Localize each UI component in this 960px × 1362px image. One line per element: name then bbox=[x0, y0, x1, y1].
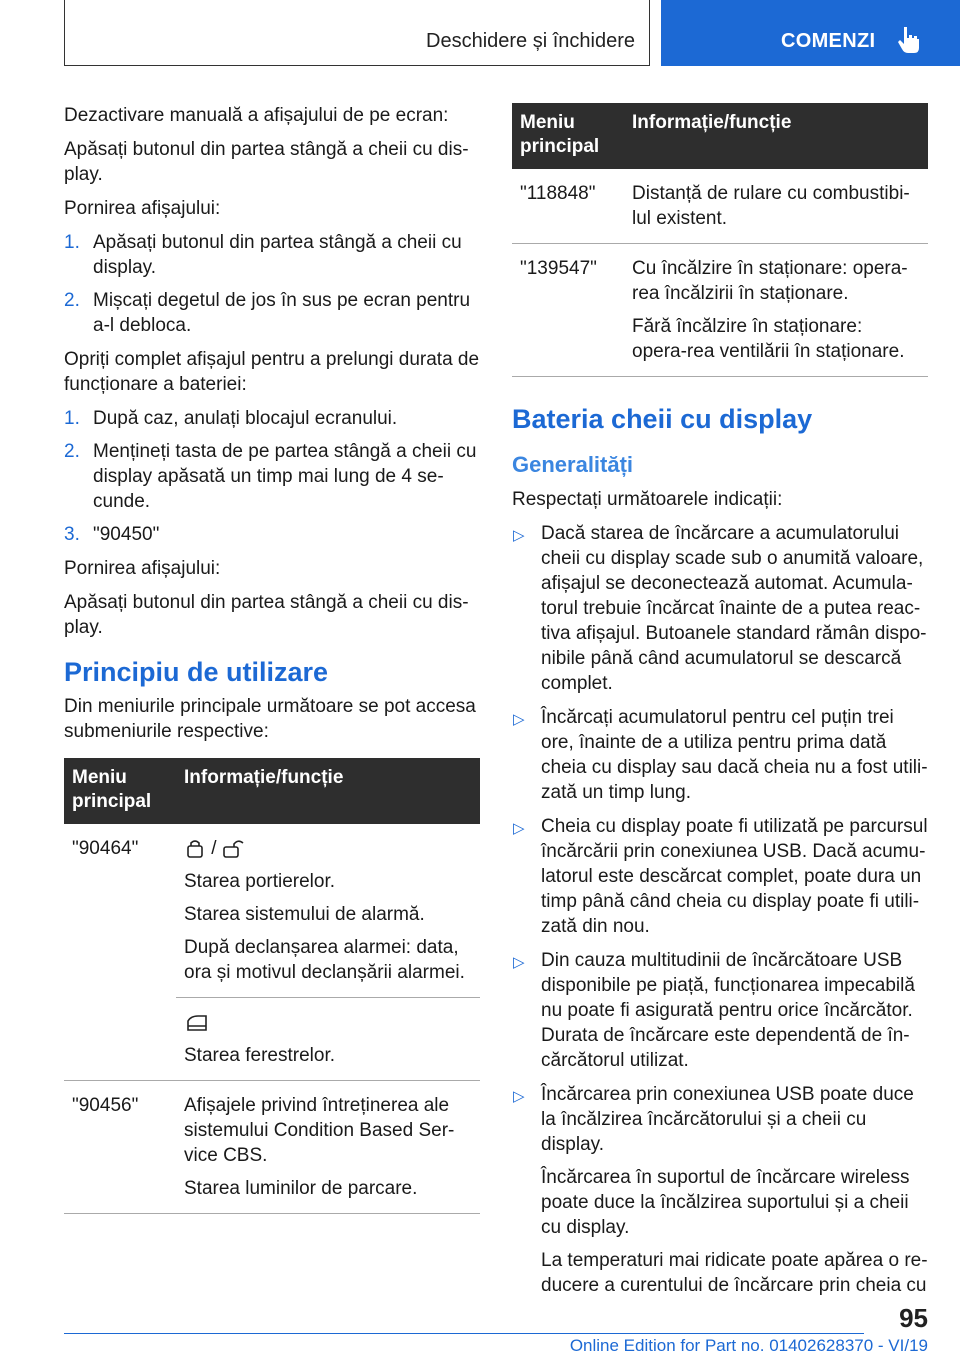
info-text: Afișajele privind întreținerea ale sistemului Condition Based Ser‐vice CBS. bbox=[184, 1095, 455, 1166]
table-row bbox=[512, 244, 928, 377]
bullet-list bbox=[512, 521, 928, 1298]
list-item-text: După caz, anulați blocajul ecranului. bbox=[93, 408, 398, 429]
table-row bbox=[512, 169, 928, 244]
icon-separator: / bbox=[211, 838, 217, 859]
table-cell-info bbox=[624, 169, 928, 244]
header-tab-comenzi[interactable] bbox=[661, 0, 960, 66]
table-header-menu: Meniu principal bbox=[64, 758, 176, 824]
table-cell-info bbox=[176, 1081, 480, 1214]
triangle-bullet-icon: ▷ bbox=[513, 1088, 525, 1105]
list-item bbox=[512, 948, 928, 1073]
page-number: 95 bbox=[899, 1303, 928, 1333]
list-item-text: Dacă starea de încărcare a acumulatorului cheii cu display scade sub o anumită valoare, afișajul se deconectează automat. Acumula‐torul trebuie încărcat înainte de a putea reac‐tiva afișajul. Butoanele standard rămân dispo‐nibile până când acumulatorul se descarcă complet. bbox=[541, 523, 927, 694]
list-item bbox=[64, 406, 480, 431]
list-item bbox=[512, 521, 928, 696]
list-item bbox=[512, 705, 928, 805]
info-text: După declanșarea alarmei: data, ora și motivul declanșării alarmei. bbox=[184, 937, 465, 983]
section-heading: Principiu de utilizare bbox=[64, 657, 329, 687]
subsection-heading: Generalități bbox=[512, 452, 634, 477]
footer-edition: Online Edition for Part no. 01402628370 - VI/19 bbox=[569, 1336, 928, 1355]
list-item-text: "90450" bbox=[93, 524, 160, 545]
left-column bbox=[64, 103, 480, 1214]
list-item bbox=[512, 814, 928, 939]
info-text: Starea sistemului de alarmă. bbox=[184, 904, 425, 925]
table-cell-info bbox=[624, 244, 928, 377]
numbered-list bbox=[64, 230, 480, 338]
list-item-text: Cheia cu display poate fi utilizată pe parcursul încărcării prin conexiunea USB. Dacă acumu‐latorul este descărcat complet, poate dura un timp până când cheia cu display poate fi utili‐zată din nou. bbox=[541, 816, 928, 937]
table-header-menu: Meniu principal bbox=[512, 103, 624, 169]
table-cell-code: "118848" bbox=[512, 169, 624, 244]
paragraph: Pornirea afișajului: bbox=[64, 198, 221, 219]
table-cell-info bbox=[176, 998, 480, 1081]
list-item-text: La temperaturi mai ridicate poate apărea o re‐ducere a curentului de încărcare prin cheia cu bbox=[541, 1250, 928, 1296]
door-open-icon bbox=[222, 838, 248, 860]
header-section-title: Deschidere și închidere bbox=[426, 30, 635, 52]
paragraph: Apăsați butonul din partea stângă a cheii cu dis‐play. bbox=[64, 592, 469, 638]
paragraph: Opriți complet afișajul pentru a prelungi durata de funcționare a bateriei: bbox=[64, 349, 480, 395]
list-item-text: Apăsați butonul din partea stângă a cheii cu display. bbox=[93, 232, 462, 278]
list-number: 2. bbox=[64, 441, 80, 462]
info-text: Fără încălzire în staționare: opera‐rea ventilării în staționare. bbox=[632, 316, 905, 362]
list-number: 1. bbox=[64, 232, 80, 253]
info-text: Starea portierelor. bbox=[184, 871, 336, 892]
info-text: Distanță de rulare cu combustibi‐lul existent. bbox=[632, 183, 910, 229]
triangle-bullet-icon: ▷ bbox=[513, 954, 525, 971]
paragraph: Dezactivare manuală a afișajului de pe ecran: bbox=[64, 105, 449, 126]
list-item-text: Mențineți tasta de pe partea stângă a cheii cu display apăsată un timp mai lung de 4 se‐cunde. bbox=[93, 441, 477, 512]
list-number: 2. bbox=[64, 290, 80, 311]
pointing-hand-icon bbox=[894, 25, 924, 55]
table-cell-code: "139547" bbox=[512, 244, 624, 377]
numbered-list bbox=[64, 406, 480, 547]
triangle-bullet-icon: ▷ bbox=[513, 527, 525, 544]
list-item-text: Mișcați degetul de jos în sus pe ecran pentru a-l debloca. bbox=[93, 290, 471, 336]
list-item bbox=[64, 230, 480, 280]
triangle-bullet-icon: ▷ bbox=[513, 711, 525, 728]
table-cell-code: "90464" bbox=[72, 838, 139, 859]
paragraph: Pornirea afișajului: bbox=[64, 558, 221, 579]
info-text: Starea luminilor de parcare. bbox=[184, 1178, 418, 1199]
list-item bbox=[64, 522, 480, 547]
info-text: Starea ferestrelor. bbox=[184, 1045, 336, 1066]
list-item bbox=[64, 439, 480, 514]
section-heading: Bateria cheii cu display bbox=[512, 404, 813, 434]
paragraph: Din meniurile principale următoare se pot accesa submeniurile respective: bbox=[64, 696, 476, 742]
footer-divider bbox=[64, 1333, 864, 1334]
paragraph: Apăsați butonul din partea stângă a cheii cu dis‐play. bbox=[64, 139, 469, 185]
list-item-text: Încărcați acumulatorul pentru cel puțin trei ore, înainte de a utiliza pentru prima dată cheia cu display sau dacă cheia nu a fost utili‐zată un timp lung. bbox=[541, 707, 928, 803]
table-row bbox=[64, 998, 480, 1081]
list-item bbox=[512, 1082, 928, 1298]
door-closed-icon bbox=[184, 838, 206, 860]
list-item-text: Încărcarea prin conexiunea USB poate duce la încălzirea încărcătorului și a cheii cu display. bbox=[541, 1084, 914, 1155]
list-number: 1. bbox=[64, 408, 80, 429]
right-column bbox=[512, 103, 928, 1307]
table-cell-code: "90456" bbox=[64, 1081, 176, 1214]
header-tab-label: COMENZI bbox=[781, 30, 876, 52]
table-row bbox=[64, 1081, 480, 1214]
info-text: Cu încălzire în staționare: opera‐rea încălzirii în staționare. bbox=[632, 258, 908, 304]
paragraph: Respectați următoarele indicații: bbox=[512, 489, 783, 510]
triangle-bullet-icon: ▷ bbox=[513, 820, 525, 837]
menu-table bbox=[512, 103, 928, 377]
table-cell-info bbox=[176, 824, 480, 998]
header-section-box bbox=[64, 0, 650, 66]
menu-table bbox=[64, 758, 480, 1214]
table-header-info: Informație/funcție bbox=[176, 758, 480, 824]
table-header-info: Informație/funcție bbox=[624, 103, 928, 169]
list-number: 3. bbox=[64, 524, 80, 545]
table-row bbox=[64, 824, 480, 998]
list-item bbox=[64, 288, 480, 338]
list-item-text: Încărcarea în suportul de încărcare wireless poate duce la încălzirea suportului și a cheii cu display. bbox=[541, 1167, 910, 1238]
list-item-text: Din cauza multitudinii de încărcătoare USB disponibile pe piață, funcționarea impecabilă nu poate fi asigurată pentru orice încărcător. Durata de încărcare este dependentă de în‐cărcătorul utilizat. bbox=[541, 950, 915, 1071]
window-icon bbox=[184, 1012, 210, 1034]
